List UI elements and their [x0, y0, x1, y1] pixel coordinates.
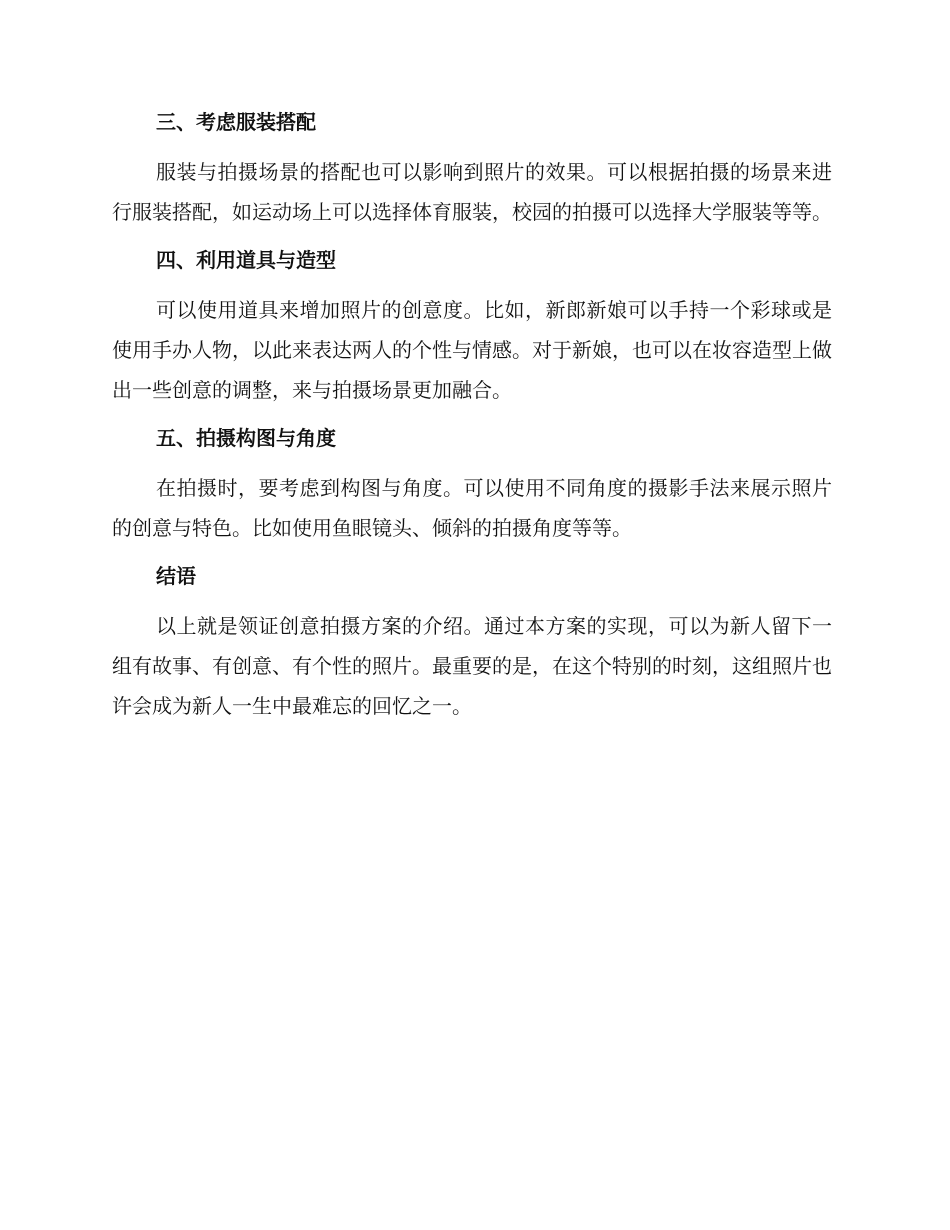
section-body-composition: 在拍摄时，要考虑到构图与角度。可以使用不同角度的摄影手法来展示照片的创意与特色。比如使用鱼眼镜头、倾斜的拍摄角度等等。 — [112, 476, 832, 540]
section-body-clothing: 服装与拍摄场景的搭配也可以影响到照片的效果。可以根据拍摄的场景来进行服装搭配，如运动场上可以选择体育服装，校园的拍摄可以选择大学服装等等。 — [112, 160, 832, 224]
section-heading-composition: 五、拍摄构图与角度 — [156, 426, 336, 450]
section-heading-conclusion: 结语 — [156, 564, 196, 588]
document-page — [112, 108, 832, 726]
section-heading-props: 四、利用道具与造型 — [156, 248, 336, 272]
section-heading-clothing: 三、考虑服装搭配 — [156, 110, 316, 134]
section-body-conclusion: 以上就是领证创意拍摄方案的介绍。通过本方案的实现，可以为新人留下一组有故事、有创意、有个性的照片。最重要的是，在这个特别的时刻，这组照片也许会成为新人一生中最难忘的回忆之一。 — [112, 614, 832, 718]
section-body-props: 可以使用道具来增加照片的创意度。比如，新郎新娘可以手持一个彩球或是使用手办人物，以此来表达两人的个性与情感。对于新娘，也可以在妆容造型上做出一些创意的调整，来与拍摄场景更加融合。 — [112, 298, 832, 402]
